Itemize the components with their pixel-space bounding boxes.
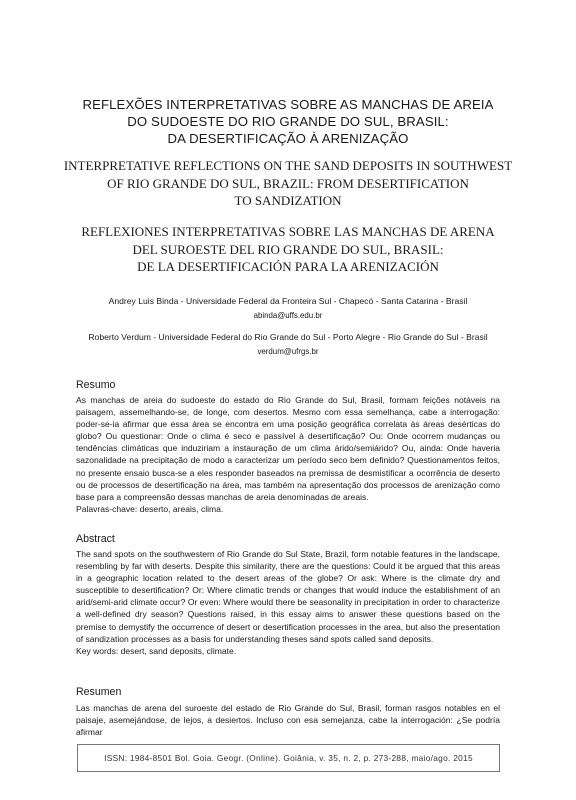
resumo-heading: Resumo <box>76 379 116 391</box>
title-line: DO SUDOESTE DO RIO GRANDE DO SUL, BRASIL: <box>127 114 449 129</box>
abstract-section <box>76 548 500 657</box>
resumo-section <box>76 394 500 515</box>
author-email: abinda@uffs.edu.br <box>253 311 323 320</box>
title-line: REFLEXÕES INTERPRETATIVAS SOBRE AS MANCHAS DE AREIA <box>82 97 494 112</box>
title-line: REFLEXIONES INTERPRETATIVAS SOBRE LAS MANCHAS DE ARENA <box>81 224 495 239</box>
author-name: Andrey Luis Binda - Universidade Federal da Fronteira Sul - Chapecó - Santa Catarina - Brasil <box>108 296 468 306</box>
title-line: TO SANDIZATION <box>234 193 342 208</box>
title-line: DEL SUROESTE DEL RIO GRANDE DO SUL, BRASIL: <box>132 241 444 257</box>
title-portuguese <box>60 96 516 147</box>
author-affiliation-1 <box>60 295 516 322</box>
title-line: OF RIO GRANDE DO SUL, BRAZIL: FROM DESERTIFICATION <box>107 175 469 191</box>
resumen-text: Las manchas de arena del suroeste del estado de Rio Grande do Sul, Brasil, forman rasgos notables en el paisaje, asemejándose, de lejos, a desiertos. Incluso con esa semejanza, cabe la interrogación: ¿Se podría afirmar <box>76 703 500 738</box>
author-name: Roberto Verdum - Universidade Federal do Rio Grande do Sul - Porto Alegre - Rio Grande do Sul - Brasil <box>88 332 488 342</box>
title-line: DA DESERTIFICAÇÃO À ARENIZAÇÃO <box>167 131 409 146</box>
author-email: verdum@ufrgs.br <box>257 347 319 356</box>
resumo-keywords: Palavras-chave: deserto, areais, clima. <box>76 503 224 514</box>
resumo-text: As manchas de areia do sudoeste do estado do Rio Grande do Sul, Brasil, formam feições notáveis na paisagem, assemelhando-se, de longe, com desertos. Mesmo com essa semelhança, cabe a interrogação: poder-se-ia afirmar que essa área se encontra em uma posição geográfica correlata às áreas desérticas do globo? Ou questionar: Onde o clima é seco e passível à desertificação? Ou: Onde ocorrem mudanças ou tendências climáticas que induziriam a instauração de um clima árido/semiárido? Ou, ainda: Onde haveria sazonalidade na precipitação de modo a caracterizar um período seco bem definido? Questionamentos feitos, no presente ensaio busca-se a eles responder baseados na premissa de desmistificar a ocorrência de deserto ou de processos de desertificação na área, mas também na apresentação dos processos de arenização como base para a compreensão dessas manchas de areia denominadas de areais. <box>76 395 500 502</box>
resumen-heading: Resumen <box>76 686 122 698</box>
journal-footer: ISSN: 1984-8501 Bol. Goia. Geogr. (Online). Goiânia, v. 35, n. 2, p. 273-288, maio/ago. 2015 <box>77 744 500 772</box>
title-english <box>60 157 516 210</box>
title-spanish <box>60 223 516 276</box>
abstract-keywords: Key words: desert, sand deposits, climate. <box>76 645 237 656</box>
abstract-text: The sand spots on the southwestern of Rio Grande do Sul State, Brazil, form notable features in the landscape, resembling by far with deserts. Despite this similarity, there are the questions: Could it be argued that this areas in a geographic location related to the desert areas of the globe? Or ask: Where is the climate dry and susceptible to desertification? Or: Where climatic trends or changes that would induce the establishment of an arid/semi-arid climate occur? Or even: Where would there be seasonality in precipitation in order to characterize a well-defined dry season? Questions raised, in this essay aims to answer these questions based on the premise to demystify the occurrence of desert or desertification processes in the area, but also the presentation of sandization processes as a basis for understanding theses sand spots called sand deposits. <box>76 549 500 644</box>
resumen-section <box>76 702 500 738</box>
title-line: INTERPRETATIVE REFLECTIONS ON THE SAND DEPOSITS IN SOUTHWEST <box>63 158 513 173</box>
author-affiliation-2 <box>60 331 516 358</box>
title-line: DE LA DESERTIFICACIÓN PARA LA ARENIZACIÓN <box>137 259 439 274</box>
abstract-heading: Abstract <box>76 533 115 545</box>
